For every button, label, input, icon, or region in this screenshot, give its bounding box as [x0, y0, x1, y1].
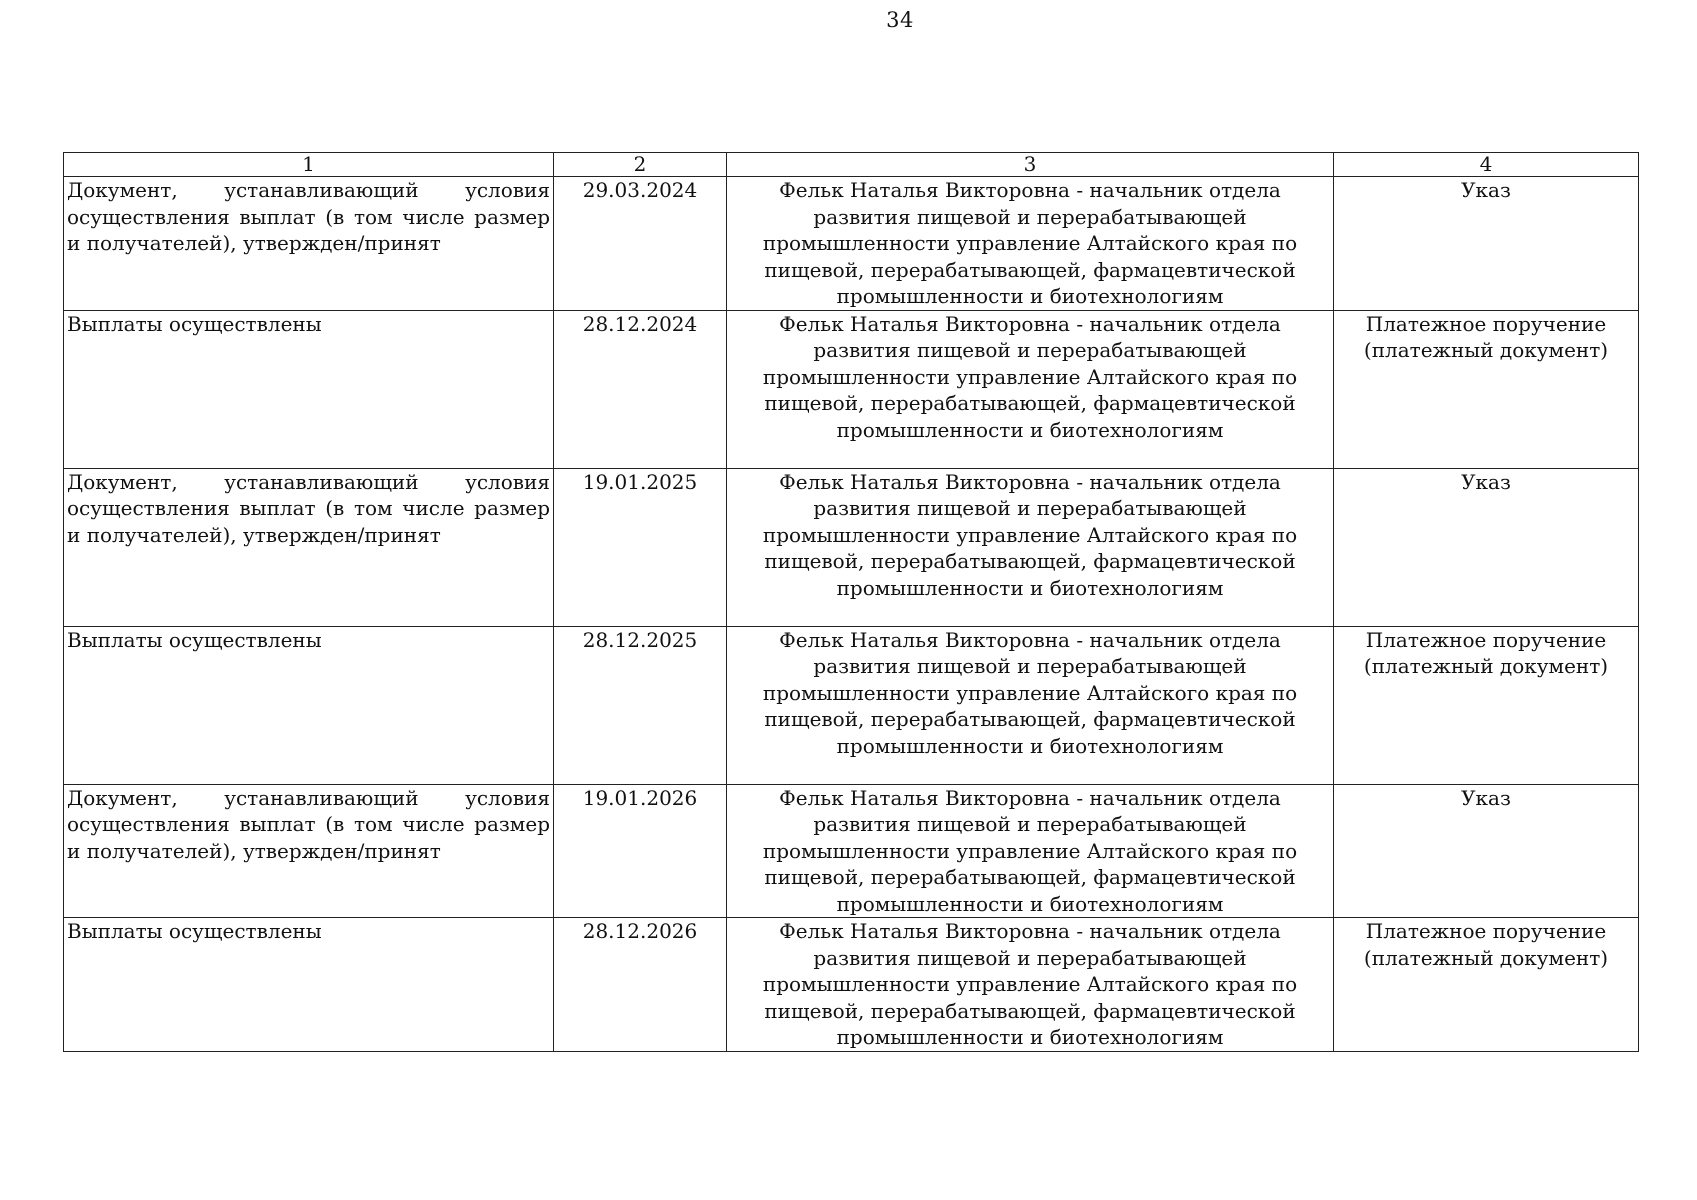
- table-row: [64, 784, 1639, 918]
- column-header-2: 2: [554, 153, 727, 177]
- document-type-cell: Платежное поручение (платежный документ): [1334, 310, 1639, 468]
- stage-cell: Документ, устанавливающий условия осуществления выплат (в том числе размер и получателей), утвержден/принят: [64, 177, 554, 311]
- responsible-cell: Фельк Наталья Викторовна - начальник отдела развития пищевой и перерабатывающей промышленности управление Алтайского края по пищевой, перерабатывающей, фармацевтической промышленности и биотехнологиям: [727, 784, 1334, 918]
- document-type-cell: Указ: [1334, 177, 1639, 311]
- control-points-table: [63, 152, 1639, 1052]
- column-header-3: 3: [727, 153, 1334, 177]
- date-cell: 28.12.2026: [554, 918, 727, 1052]
- page-number: 34: [886, 8, 914, 32]
- document-type-cell: Указ: [1334, 784, 1639, 918]
- stage-cell: Документ, устанавливающий условия осуществления выплат (в том числе размер и получателей), утвержден/принят: [64, 784, 554, 918]
- document-type-cell: Платежное поручение (платежный документ): [1334, 918, 1639, 1052]
- table-header-row: [64, 153, 1639, 177]
- document-type-cell: Платежное поручение (платежный документ): [1334, 626, 1639, 784]
- table-row: [64, 918, 1639, 1052]
- date-cell: 19.01.2025: [554, 468, 727, 626]
- responsible-cell: Фельк Наталья Викторовна - начальник отдела развития пищевой и перерабатывающей промышленности управление Алтайского края по пищевой, перерабатывающей, фармацевтической промышленности и биотехнологиям: [727, 626, 1334, 784]
- responsible-cell: Фельк Наталья Викторовна - начальник отдела развития пищевой и перерабатывающей промышленности управление Алтайского края по пищевой, перерабатывающей, фармацевтической промышленности и биотехнологиям: [727, 177, 1334, 311]
- table-row: [64, 310, 1639, 468]
- stage-cell: Документ, устанавливающий условия осуществления выплат (в том числе размер и получателей), утвержден/принят: [64, 468, 554, 626]
- document-type-cell: Указ: [1334, 468, 1639, 626]
- column-header-1: 1: [64, 153, 554, 177]
- stage-cell: Выплаты осуществлены: [64, 310, 554, 468]
- stage-cell: Выплаты осуществлены: [64, 626, 554, 784]
- column-header-4: 4: [1334, 153, 1639, 177]
- table-row: [64, 468, 1639, 626]
- date-cell: 28.12.2025: [554, 626, 727, 784]
- table-row: [64, 177, 1639, 311]
- date-cell: 29.03.2024: [554, 177, 727, 311]
- date-cell: 19.01.2026: [554, 784, 727, 918]
- table-row: [64, 626, 1639, 784]
- responsible-cell: Фельк Наталья Викторовна - начальник отдела развития пищевой и перерабатывающей промышленности управление Алтайского края по пищевой, перерабатывающей, фармацевтической промышленности и биотехнологиям: [727, 468, 1334, 626]
- responsible-cell: Фельк Наталья Викторовна - начальник отдела развития пищевой и перерабатывающей промышленности управление Алтайского края по пищевой, перерабатывающей, фармацевтической промышленности и биотехнологиям: [727, 310, 1334, 468]
- date-cell: 28.12.2024: [554, 310, 727, 468]
- stage-cell: Выплаты осуществлены: [64, 918, 554, 1052]
- responsible-cell: Фельк Наталья Викторовна - начальник отдела развития пищевой и перерабатывающей промышленности управление Алтайского края по пищевой, перерабатывающей, фармацевтической промышленности и биотехнологиям: [727, 918, 1334, 1052]
